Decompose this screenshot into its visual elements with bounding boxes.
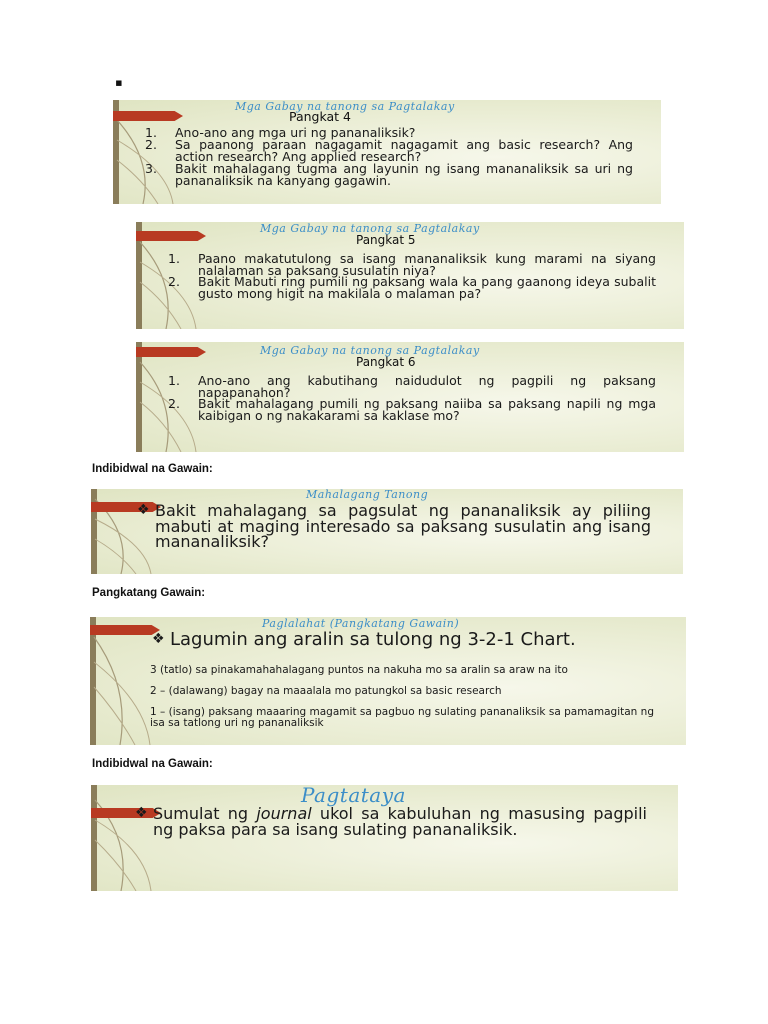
slide-tab-marker [136, 347, 206, 357]
slide-group-label: Pangkat 5 [356, 233, 416, 247]
slide-pangkat-6 [136, 342, 684, 452]
slide-tab-marker [91, 502, 161, 512]
bullet-marker: ▪ [115, 70, 123, 95]
question-list [168, 253, 656, 300]
diamond-bullet-icon: ❖ [135, 805, 148, 821]
slide-pangkat-5 [136, 222, 684, 329]
list-item: 1. Paano makatutulong sa isang mananaliksik kung marami na siyang nalalaman sa paksang susulatin niya? [168, 251, 656, 278]
slide-pagtataya [91, 785, 678, 891]
chart-line-2: 2 – (dalawang) bagay na maaalala mo patungkol sa basic research [150, 685, 502, 697]
slide-question-text: ❖ Bakit mahalagang sa pagsulat ng pananaliksik ay piliing mabuti at maging interesado sa paksang susulatin ang isang mananaliksik? [137, 501, 651, 551]
question-list [145, 127, 633, 187]
slide-main-instruction: ❖ Lagumin ang aralin sa tulong ng 3-2-1 Chart. [152, 629, 576, 650]
slide-group-label: Pangkat 4 [289, 109, 351, 124]
slide-heading: Mga Gabay na tanong sa Pagtalakay [260, 222, 480, 235]
list-item: 1. Ano-ano ang kabutihang naidudulot ng pagpili ng paksang napapanahon? [168, 373, 656, 400]
slide-heading: Mga Gabay na tanong sa Pagtalakay [260, 344, 480, 357]
caption-pangkatan: Pangkatang Gawain: [92, 587, 206, 599]
diamond-bullet-icon: ❖ [137, 502, 150, 518]
list-item: 1. Ano-ano ang mga uri ng pananaliksik? [145, 125, 416, 140]
caption-indibidwal-1: Indibidwal na Gawain: [92, 463, 213, 475]
slide-mahalagang-tanong [91, 489, 683, 574]
slide-paglalahat [90, 617, 686, 745]
slide-heading: Pagtataya [301, 785, 406, 807]
caption-indibidwal-2: Indibidwal na Gawain: [92, 758, 213, 770]
slide-task-text: ❖ Sumulat ng journal ukol sa kabuluhan ng masusing pagpili ng paksa para sa isang sulating pananaliksik. [135, 804, 647, 839]
chart-line-1: 1 – (isang) paksang maaaring magamit sa pagbuo ng sulating pananaliksik sa pamamagitan ng isa sa tatlong uri ng pananaliksik [150, 706, 654, 729]
slide-group-label: Pangkat 6 [356, 355, 416, 369]
chart-line-3: 3 (tatlo) sa pinakamahahalagang puntos na nakuha mo sa aralin sa araw na ito [150, 664, 568, 676]
slide-tab-marker [136, 231, 206, 241]
diamond-bullet-icon: ❖ [152, 631, 165, 647]
list-item: 2. Sa paanong paraan nagagamit nagagamit ang basic research? Ang action research? Ang applied research? [145, 137, 633, 164]
slide-heading: Mga Gabay na tanong sa Pagtalakay [235, 100, 455, 113]
question-list [168, 375, 656, 421]
journal-word: journal [256, 804, 312, 823]
slide-tab-marker [90, 625, 160, 635]
slide-tab-marker [113, 111, 183, 121]
list-item: 2. Bakit Mabuti ring pumili ng paksang wala ka pang gaanong ideya subalit gusto mong higit na makilala o malaman pa? [168, 274, 656, 302]
slide-tab-marker [91, 808, 161, 818]
list-item: 2. Bakit mahalagang pumili ng paksang naiiba sa paksang napili ng mga kaibigan o ng nakakarami sa kaklase mo? [168, 396, 656, 423]
slide-pangkat-4 [113, 100, 661, 204]
slide-heading: Mahalagang Tanong [306, 489, 429, 501]
list-item: 3. Bakit mahalagang tugma ang layunin ng isang mananaliksik sa uri ng pananaliksik na kanyang gagawin. [145, 161, 633, 188]
slide-heading: Paglalahat (Pangkatang Gawain) [262, 617, 460, 630]
